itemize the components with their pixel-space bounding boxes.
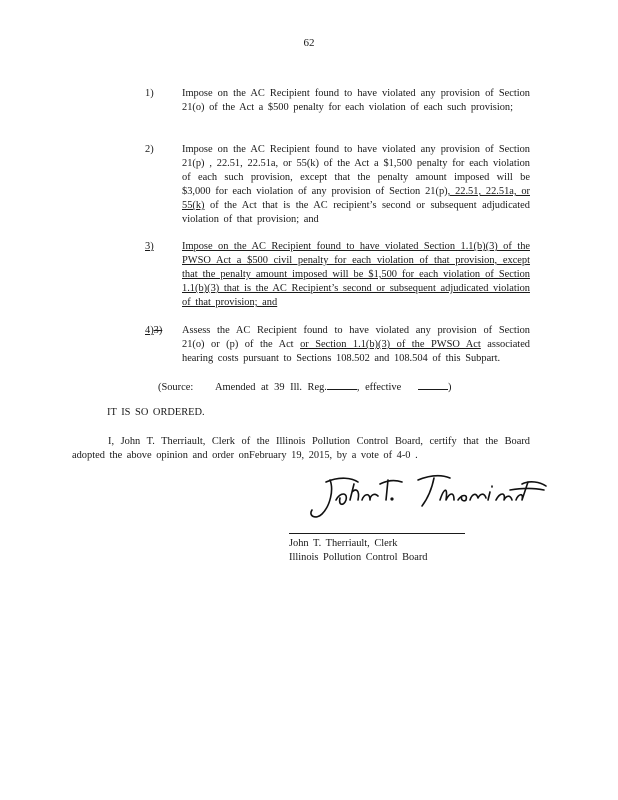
item-text-part: associated hearing costs pursuant to Sections 108.502 and 108.504 of this Subpart. xyxy=(182,339,530,364)
source-effective: , effective xyxy=(356,382,402,393)
clerk-name: John T. Therriault, Clerk xyxy=(289,538,398,549)
source-prefix: (Source: xyxy=(158,382,194,393)
reg-blank xyxy=(327,379,357,390)
item-text-part: Impose on the AC Recipient found to have violated any provision of Section 21(p) , 22.51, 22.51a, or 55(k) of the Act a $1,500 penalty for each violation of each such provision, except that the penalty amount imposed will be $3,000 for each violation of any provision of Section 21(p) xyxy=(182,144,530,197)
source-suffix: ) xyxy=(448,382,452,393)
item-text-part: of the Act that is the AC recipient’s second or subsequent adjudicated violation of that provision; and xyxy=(182,200,530,225)
item-text-part: Assess the AC Recipient found to have violated any provision of Section 21(o) or (p) of the Act xyxy=(182,325,530,350)
signature-icon xyxy=(300,470,550,526)
inserted-text: Impose on the AC Recipient found to have violated Section 1.1(b)(3) of the PWSO Act a $500 civil penalty for each violation of that provision, except that the penalty amount imposed will be $1,500 for each violation of Section 1.1(b)(3) that is the AC Recipient’s second or subsequent adjudicated violation of that provision; and xyxy=(182,241,530,308)
source-note xyxy=(158,379,452,395)
source-amended: Amended at 39 Ill. Reg. xyxy=(215,382,327,393)
item-text xyxy=(182,324,530,366)
order-statement: IT IS SO ORDERED. xyxy=(107,407,205,418)
item-number: 1) xyxy=(145,88,154,99)
item-text: Impose on the AC Recipient found to have violated any provision of Section 21(o) of the Act a $500 penalty for each violation of each such provision; xyxy=(182,88,530,113)
certification-paragraph: I, John T. Therriault, Clerk of the Illinois Pollution Control Board, certify that the Board adopted the above opinion and order onFebruary 19, 2015, by a vote of 4-0 . xyxy=(72,436,530,461)
board-name: Illinois Pollution Control Board xyxy=(289,552,428,563)
inserted-text: , 22.51, 22.51a, or 55(k) xyxy=(182,186,530,211)
item-number: 2) xyxy=(145,144,154,155)
item-number: 3) xyxy=(145,241,154,252)
deleted-number: 3) xyxy=(153,325,163,336)
inserted-text: or Section 1.1(b)(3) of the PWSO Act xyxy=(300,339,481,350)
page-number: 62 xyxy=(303,37,315,49)
effective-blank xyxy=(418,379,448,390)
inserted-number: 4) xyxy=(145,325,154,336)
item-text xyxy=(182,143,530,227)
item-number xyxy=(145,324,177,338)
signature-line xyxy=(289,533,465,534)
signature-block xyxy=(289,537,428,565)
